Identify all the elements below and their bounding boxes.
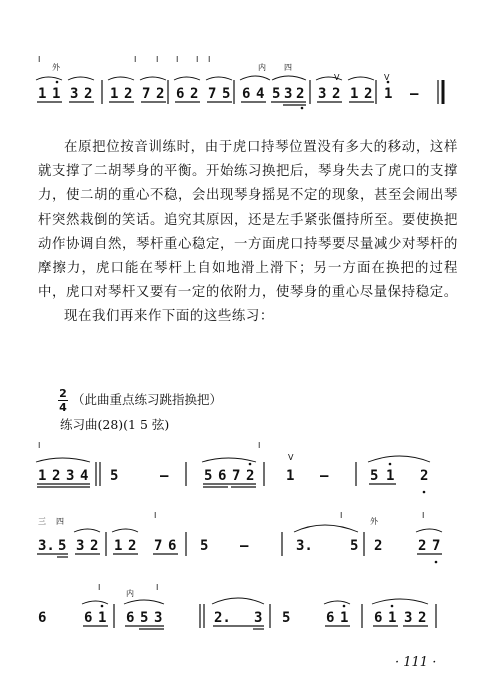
fingering-mark: 内	[258, 63, 266, 72]
svg-text:I: I	[156, 583, 159, 592]
note: 2	[332, 86, 341, 102]
svg-text:四: 四	[56, 517, 64, 526]
score-line-4	[0, 582, 485, 642]
note: 2	[124, 86, 133, 102]
svg-text:5: 5	[370, 468, 379, 484]
svg-text:6: 6	[126, 610, 135, 626]
svg-text:5: 5	[282, 610, 291, 626]
svg-text:1: 1	[114, 538, 123, 554]
note: 3	[318, 86, 327, 102]
note: 1	[52, 86, 61, 102]
svg-text:7: 7	[432, 538, 441, 554]
position-mark: I	[196, 55, 199, 64]
bow-mark: V	[334, 73, 340, 82]
svg-text:1: 1	[98, 610, 107, 626]
svg-text:6: 6	[374, 610, 383, 626]
svg-text:I: I	[422, 511, 425, 520]
svg-text:3: 3	[76, 538, 85, 554]
paragraph-2: 现在我们再来作下面的这些练习：	[64, 309, 274, 325]
svg-text:5: 5	[200, 538, 209, 554]
svg-text:6: 6	[218, 468, 227, 484]
svg-text:I: I	[38, 441, 41, 450]
svg-text:I: I	[340, 511, 343, 520]
position-mark: I	[38, 55, 41, 64]
note: 5	[272, 86, 281, 102]
note: 1	[38, 86, 47, 102]
time-bottom: 4	[59, 401, 67, 414]
svg-text:2.: 2.	[214, 610, 231, 626]
svg-text:外: 外	[370, 517, 378, 526]
paragraph-1: 在原把位按音训练时，由于虎口持琴位置没有多大的移动，这样就支撑了二胡琴身的平衡。开始练习换把后，琴身失去了虎口的支撑力，使二胡的重心不稳，会出现琴身摇晃不定的现象，甚至会闹出琴杆突然栽倒的笑话。追究其原因，还是左手紧张僵持所至。要使换把动作协调自然，琴杆重心稳定，一方面虎口持琴要尽量减少对琴杆的摩擦力，虎口能在琴杆上自如地滑上滑下；另一方面在换把的过程中，虎口对琴杆又要有一定的依附力，使琴身的重心尽量保持稳定。	[38, 140, 458, 301]
svg-text:2: 2	[90, 538, 99, 554]
svg-text:6: 6	[84, 610, 93, 626]
score-line-2-svg	[0, 440, 485, 500]
svg-text:7: 7	[154, 538, 163, 554]
fingering-mark: 四	[284, 63, 292, 72]
note: 1	[110, 86, 119, 102]
position-mark: I	[156, 55, 159, 64]
svg-text:3: 3	[66, 468, 75, 484]
exercise-note: （此曲重点练习跳指换把）	[72, 392, 223, 407]
note: 1	[350, 86, 359, 102]
svg-text:–: –	[240, 538, 249, 554]
fingering-mark: 外	[52, 63, 60, 72]
score-line-3	[0, 510, 485, 570]
note: 2	[84, 86, 93, 102]
svg-text:1: 1	[388, 610, 397, 626]
svg-text:1: 1	[386, 468, 395, 484]
svg-text:内: 内	[126, 589, 134, 598]
svg-text:3: 3	[254, 610, 263, 626]
svg-text:1: 1	[286, 468, 295, 484]
dash: –	[410, 86, 419, 102]
svg-text:5: 5	[350, 538, 359, 554]
note: 3	[70, 86, 79, 102]
time-signature	[58, 388, 68, 413]
position-mark: I	[134, 55, 137, 64]
svg-text:4: 4	[80, 468, 89, 484]
note: 2	[296, 86, 305, 102]
svg-text:6: 6	[38, 610, 47, 626]
svg-text:2: 2	[128, 538, 137, 554]
note: 3	[284, 86, 293, 102]
note: 5	[222, 86, 231, 102]
svg-text:6: 6	[168, 538, 177, 554]
svg-text:–: –	[320, 468, 329, 484]
note: 6	[242, 86, 251, 102]
score-line-3-svg	[0, 510, 485, 570]
bow-mark: V	[384, 73, 390, 82]
svg-text:3.: 3.	[296, 538, 313, 554]
svg-text:3: 3	[154, 610, 163, 626]
note: 2	[364, 86, 373, 102]
note: 7	[142, 86, 151, 102]
score-line-1-svg	[0, 52, 485, 110]
svg-text:3: 3	[404, 610, 413, 626]
svg-text:5: 5	[140, 610, 149, 626]
svg-text:5: 5	[110, 468, 119, 484]
svg-text:–: –	[160, 468, 169, 484]
position-mark: I	[208, 55, 211, 64]
note: 1	[384, 86, 393, 102]
score-line-4-svg	[0, 582, 485, 642]
note: 6	[176, 86, 185, 102]
svg-text:5: 5	[204, 468, 213, 484]
svg-text:1: 1	[340, 610, 349, 626]
exercise-title: 练习曲(28)(1 5 弦)	[60, 417, 170, 432]
svg-text:三: 三	[38, 517, 46, 526]
svg-text:2: 2	[418, 538, 427, 554]
svg-text:I: I	[98, 583, 101, 592]
svg-text:5: 5	[58, 538, 67, 554]
svg-text:I: I	[154, 511, 157, 520]
svg-text:7: 7	[232, 468, 241, 484]
score-line-1	[0, 52, 485, 110]
note: 7	[208, 86, 217, 102]
svg-text:3.: 3.	[38, 538, 55, 554]
svg-text:1: 1	[38, 468, 47, 484]
svg-text:2: 2	[52, 468, 61, 484]
note: 4	[256, 86, 265, 102]
svg-text:6: 6	[326, 610, 335, 626]
svg-text:2: 2	[374, 538, 383, 554]
note: 2	[156, 86, 165, 102]
svg-text:2: 2	[246, 468, 255, 484]
prose-body	[38, 136, 458, 330]
svg-text:2: 2	[418, 610, 427, 626]
time-top: 2	[59, 387, 67, 400]
score-line-2	[0, 440, 485, 500]
page-number: · 111 ·	[395, 655, 437, 670]
position-mark: I	[176, 55, 179, 64]
note: 2	[190, 86, 199, 102]
svg-text:2: 2	[420, 468, 429, 484]
svg-text:V: V	[288, 453, 294, 462]
svg-text:I: I	[258, 441, 261, 450]
